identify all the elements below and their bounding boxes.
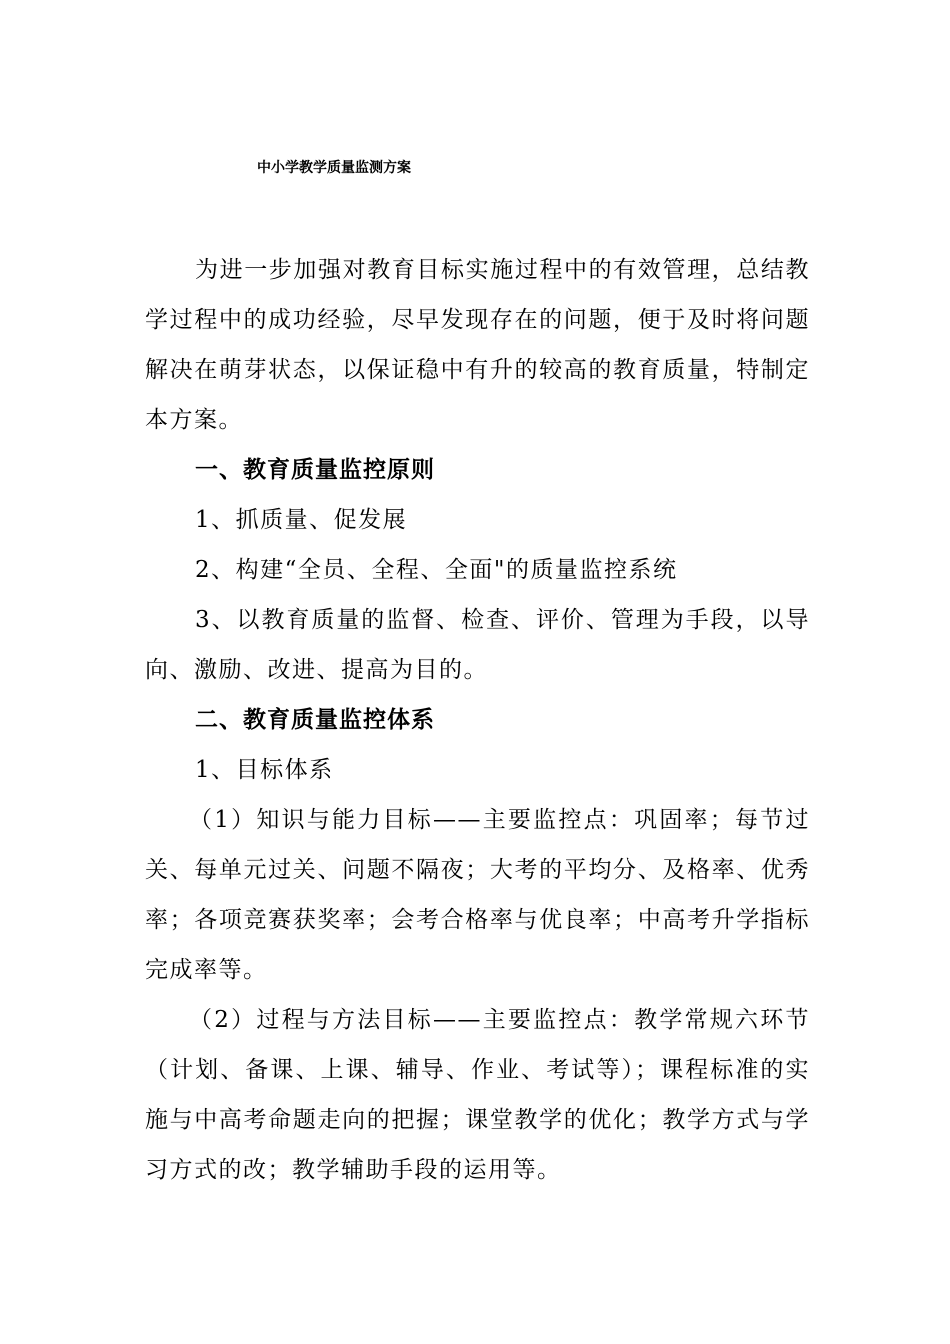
section-heading-principles: 一、教育质量监控原则	[195, 457, 435, 483]
principle-item: 1、抓质量、促发展	[195, 507, 408, 533]
goal-point-process: （2）过程与方法目标——主要监控点：教学常规六环节（计划、备课、上课、辅导、作业、考试等）；课程标准的实施与中高考命题走向的把握；课堂教学的优化；教学方式与学习方式的改；教学辅助手段的运用等。	[145, 1007, 810, 1183]
document-body	[145, 245, 810, 1195]
intro-paragraph: 为进一步加强对教育目标实施过程中的有效管理，总结教学过程中的成功经验，尽早发现存在的问题，便于及时将问题解决在萌芽状态，以保证稳中有升的较高的教育质量，特制定本方案。	[145, 257, 810, 433]
section-heading-system: 二、教育质量监控体系	[195, 707, 435, 733]
goal-point-knowledge: （1）知识与能力目标——主要监控点：巩固率；每节过关、每单元过关、问题不隔夜；大考的平均分、及格率、优秀率；各项竞赛获奖率；会考合格率与优良率；中高考升学指标完成率等。	[145, 807, 810, 983]
principle-item: 3、以教育质量的监督、检查、评价、管理为手段，以导向、激励、改进、提高为目的。	[145, 607, 810, 683]
principle-item: 2、构建“全员、全程、全面"的质量监控系统	[195, 557, 678, 583]
subsection-heading-goals: 1、目标体系	[195, 757, 334, 783]
document-title: 中小学教学质量监测方案	[257, 160, 411, 176]
